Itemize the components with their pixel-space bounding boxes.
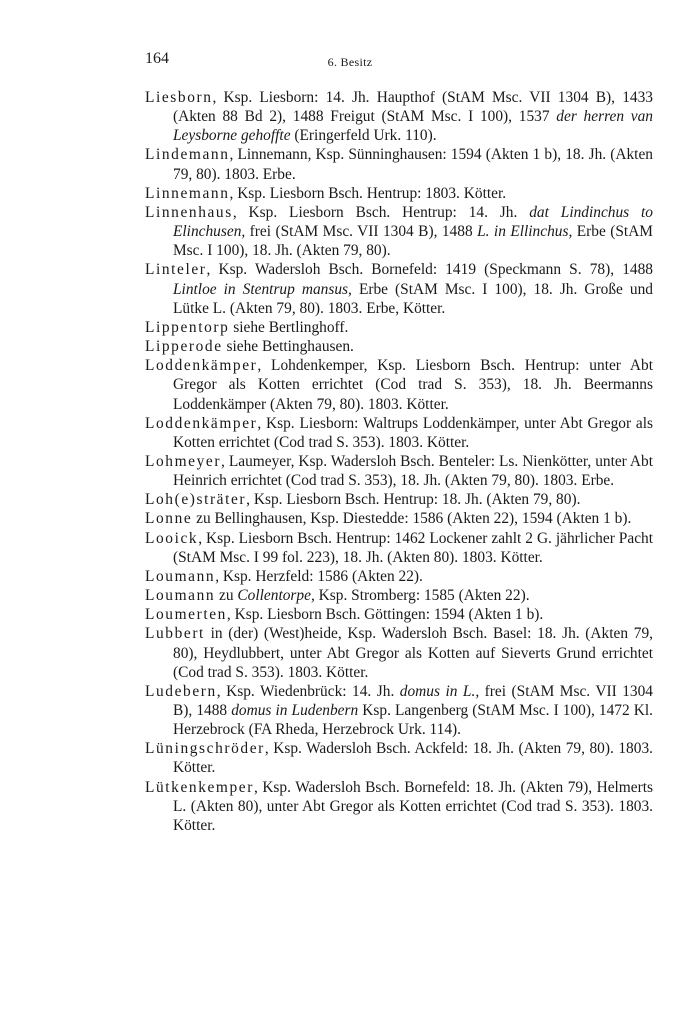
entry-headword: Lüningschröder	[145, 740, 265, 758]
entry-headword: Lohmeyer	[145, 452, 222, 470]
entry	[145, 88, 653, 145]
entry-headword: Loddenkämper	[145, 357, 258, 375]
entry-headword: Loddenkämper	[145, 414, 258, 432]
entry-text: , Ksp. Herzfeld: 1586 (Akten 22).	[215, 567, 423, 585]
entry-headword: Loh(e)sträter	[145, 491, 247, 509]
entry-text: , Ksp. Wiedenbrück: 14. Jh.	[216, 682, 400, 700]
entry-text: , Ksp. Liesborn Bsch. Hentrup: 18. Jh. (Akten 79, 80).	[246, 491, 581, 509]
entry-headword: Lipperode	[145, 338, 223, 356]
entry-quotation: der herren van Leysborne gehoffte	[173, 108, 653, 145]
entry	[145, 529, 653, 567]
entry-headword: Lütkenkemper	[145, 778, 254, 796]
entry-text: , Ksp. Wadersloh Bsch. Bornefeld: 1419 (Speckmann S. 78), 1488	[206, 261, 653, 279]
entry-text: frei (StAM Msc. VII 1304 B), 1488	[173, 682, 653, 719]
entry-text: , Laumeyer, Ksp. Wadersloh Bsch. Benteler: Ls. Nienkötter, unter Abt Heinrich errichtet (Cod trad S. 353), 18. Jh. (Akten 79, 80). 1803. Erbe.	[173, 452, 653, 490]
entry	[145, 739, 653, 777]
running-head: 6. Besitz	[327, 55, 373, 69]
entry-text: , Ksp. Liesborn Bsch. Göttingen: 1594 (Akten 1 b).	[226, 606, 544, 624]
entry-headword: Loumerten	[145, 606, 227, 624]
entry-headword: Looick	[145, 529, 199, 547]
entry-text: , Ksp. Wadersloh Bsch. Ackfeld: 18. Jh. (Akten 79, 80). 1803. Kötter.	[173, 740, 653, 777]
entry-quotation: Collentorpe,	[237, 587, 315, 605]
entry	[145, 184, 653, 203]
entry-quotation: domus in L.,	[399, 682, 480, 700]
entry-text: Erbe (StAM Msc. I 100), 18. Jh. (Akten 79, 80).	[173, 223, 653, 260]
entry-headword: Loumann	[145, 567, 216, 585]
entry	[145, 682, 653, 739]
entry	[145, 203, 653, 260]
entry-text: , Ksp. Liesborn Bsch. Hentrup: 14. Jh.	[232, 203, 530, 221]
entry	[145, 509, 653, 528]
entry	[145, 605, 653, 624]
entry-text: , Lohdenkemper, Ksp. Liesborn Bsch. Hentrup: unter Abt Gregor als Kotten errichtet (Cod trad S. 353), 18. Jh. Beermanns Loddenkämper (Akten 79, 80). 1803. Kötter.	[173, 357, 653, 413]
entry-text: zu Bellinghausen, Ksp. Diestedde: 1586 (Akten 22), 1594 (Akten 1 b).	[192, 510, 632, 528]
entry-text: Ksp. Langenberg (StAM Msc. I 100), 1472 Kl. Herzebrock (FA Rheda, Herzebrock Urk. 114).	[173, 702, 654, 739]
entry-text: siehe Bettinghausen.	[222, 338, 354, 356]
entry	[145, 624, 653, 681]
entry-headword: Linnemann	[145, 184, 230, 202]
entry-quotation: dat Lindinchus to Elinchusen,	[173, 203, 654, 241]
entry-text: , Ksp. Liesborn Bsch. Hentrup: 1462 Lockener zahlt 2 G. jährlicher Pacht (StAM Msc. I 99 fol. 223), 18. Jh. (Akten 80). 1803. Kötter.	[173, 529, 653, 566]
entry	[145, 356, 653, 413]
entry-text: zu	[215, 587, 238, 605]
entry	[145, 260, 653, 317]
entry-text: , Ksp. Liesborn Bsch. Hentrup: 1803. Kötter.	[229, 184, 507, 202]
entry	[145, 414, 653, 452]
entry-text: , Ksp. Liesborn: 14. Jh. Haupthof (StAM Msc. VII 1304 B), 1433 (Akten 88 Bd 2), 1488 Freigut (StAM Msc. I 100), 1537	[173, 89, 653, 126]
entry-quotation: Lintloe in Stentrup mansus,	[173, 280, 352, 298]
entry-text: Ksp. Stromberg: 1585 (Akten 22).	[314, 587, 530, 605]
page-number: 164	[145, 50, 169, 67]
entry-headword: Liesborn	[145, 89, 213, 106]
entry-headword: Lippentorp	[145, 318, 230, 336]
entry-text: siehe Bertlinghoff.	[229, 318, 349, 336]
entry	[145, 490, 653, 509]
entry	[145, 567, 653, 586]
entry	[145, 318, 653, 337]
entry	[145, 337, 653, 356]
entry-text: in (der) (West)heide, Ksp. Wadersloh Bsch. Basel: 18. Jh. (Akten 79, 80), Heydlubbert, unter Abt Gregor als Kotten auf Sieverts Grund errichtet (Cod trad S. 353). 1803. Kötter.	[173, 625, 653, 681]
entry-headword: Loumann	[145, 587, 216, 605]
entry-quotation: domus in Ludenbern	[231, 702, 359, 719]
entry	[145, 145, 653, 183]
entry-text: , Linnemann, Ksp. Sünninghausen: 1594 (Akten 1 b), 18. Jh. (Akten 79, 80). 1803. Erbe.	[173, 146, 653, 183]
entry-text: , Ksp. Liesborn: Waltrups Loddenkämper, unter Abt Gregor als Kotten errichtet (Cod trad S. 353). 1803. Kötter.	[173, 414, 653, 451]
entry-text: , Ksp. Wadersloh Bsch. Bornefeld: 18. Jh. (Akten 79), Helmerts L. (Akten 80), unter Abt Gregor als Kotten errichtet (Cod trad S. 353). 1803. Kötter.	[173, 778, 653, 834]
entry	[145, 778, 653, 835]
entry-list	[145, 88, 653, 835]
entry-headword: Lonne	[145, 510, 193, 528]
entry-text: (Eringerfeld Urk. 110).	[290, 127, 437, 145]
entry-text: Erbe (StAM Msc. I 100), 18. Jh. Große und Lütke L. (Akten 79, 80). 1803. Erbe, Kötter.	[173, 280, 653, 317]
entry-headword: Linnenhaus	[145, 203, 233, 221]
entry	[145, 452, 653, 490]
entry-text: frei (StAM Msc. VII 1304 B), 1488	[245, 223, 478, 241]
entry-headword: Ludebern	[145, 682, 217, 700]
entry-headword: Lindemann	[145, 146, 230, 164]
entry	[145, 586, 653, 605]
entry-quotation: L. in Ellinchus,	[477, 223, 573, 241]
entry-headword: Linteler	[145, 261, 207, 279]
entry-headword: Lubbert	[145, 625, 205, 643]
